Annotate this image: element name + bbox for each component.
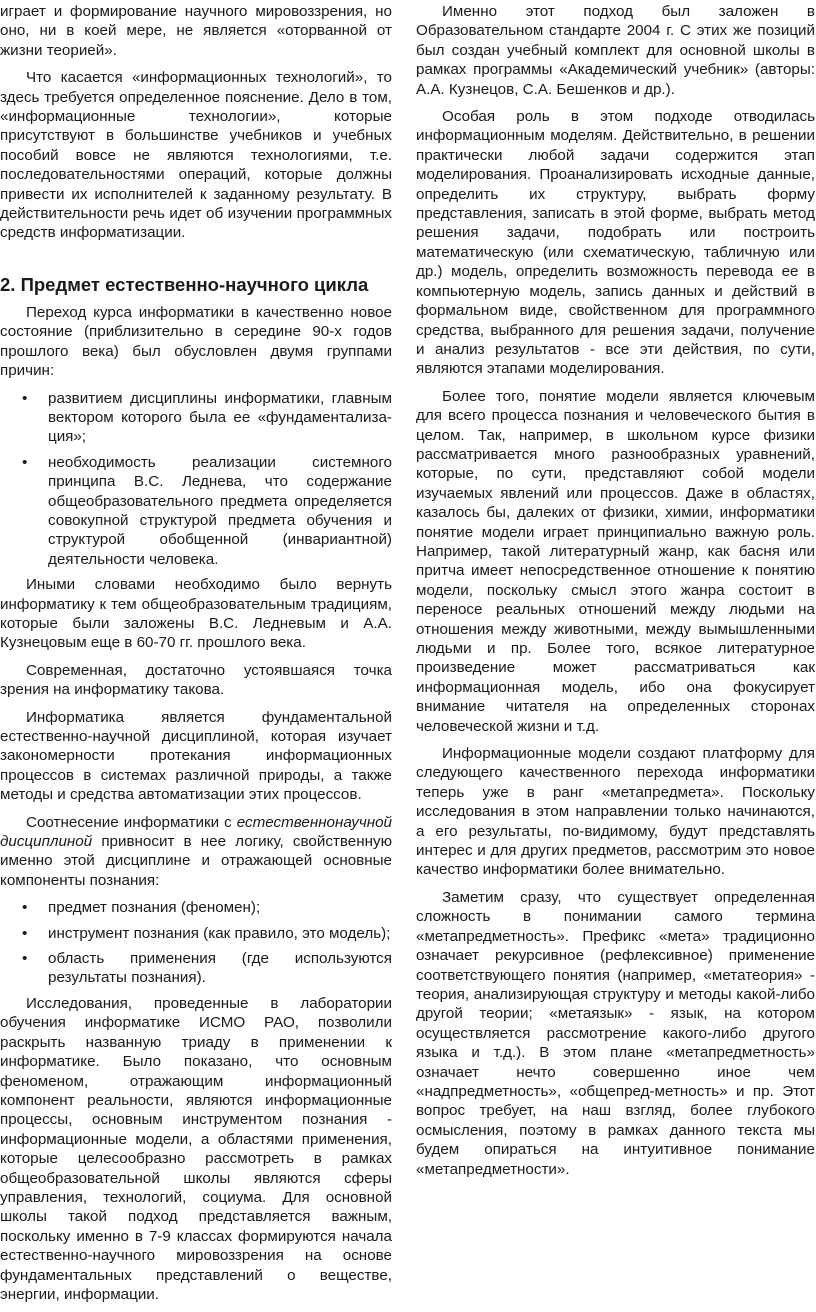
bullet-icon: • (22, 950, 28, 968)
list-item (0, 453, 392, 569)
list-item-text: область применения (где используются результаты познания). (48, 950, 392, 987)
list-item (0, 898, 392, 917)
list-item-text: необходимость реализации системного принципа В.С. Леднева, что содержание общеобразовательного предмета определяется совокупной структурой предмета обучения и структурой обобщенной (инвариантной) деятельности человека. (48, 453, 392, 568)
paragraph-intro-continued: играет и формирование научного мировоззрения, но оно, ни в коей мере, не является «оторванной от жизни теорией». (0, 3, 392, 59)
relation-emphasis: естественнонаучной дисциплиной (0, 813, 392, 851)
relation-text-before: Соотнесение информатики с (26, 813, 237, 831)
list-item (0, 924, 392, 943)
paragraph-metasubject-difficulty: Заметим сразу, что существует определенная сложность в понимании самого термина «метапредметность». Префикс «мета» традиционно означает рекурсивное (рефлексивное) применение соответствующего понятия (например, «метатеория» - теория, анализирующая структуру и методы какой-либо другой теории; «метаязык» - язык, на котором осуществляется рассмотрение какого-либо другого языка и т.д.). В этом плане «метапредметность» означает нечто совершенно иное чем «надпредметность», «общепред-метность» и пр. Этот вопрос требует, на наш взгляд, более глубокого осмысления, поэтому в рамках данного текста мы будем опираться на интуитивное понимание «метапредметности». (416, 888, 815, 1178)
right-column (416, 2, 815, 1187)
paragraph-relation (0, 813, 392, 891)
paragraph-platform: Информационные модели создают платформу для следующего качественного перехода информатики теперь уже в ранг «метапредмета». Поскольку исследования в этом направлении только начинаются, а его результаты, по-видимому, будут представлять интерес и для других предметов, рассмотрим это новое качество информатики более внимательно. (416, 745, 815, 879)
bullet-icon: • (22, 924, 28, 942)
list-item-text: предмет познания (феномен); (48, 899, 261, 917)
paragraph-information-models: Особая роль в этом подходе отводилась информационным моделям. Действительно, в решении практически любой задачи содержится этап моделирования. Проанализировать исходные данные, определить их структуру, выбрать форму представления, записать в этой форме, выбрать метод решения задачи, подобрать или построить математическую (или схематическую, табличную или др.) модель, определить возможность перевода ее в компьютерную модель, запись данных и действий в формальном виде, свойственном для программного средства, выбранного для решения задачи, получение и анализ результатов - все эти действия, по сути, являются этапами моделирования. (416, 108, 815, 378)
reasons-list (0, 389, 392, 570)
paragraph-model-key-concept: Более того, понятие модели является ключевым для всего процесса познания и человеческого бытия в целом. Так, например, в школьном курсе физики рассматривается много разнообразных уравнений, которые, по сути, представляют собой модели изучаемых явлений или процессов. Даже в областях, казалось бы, далеких от физики, химии, информатики понятие модели играет принципиально важную роль. Например, такой литературный жанр, как басня или притча имеет непосредственное отношение к понятию модели, поскольку смысл этого жанра состоит в переносе реальных отношений между людьми на отношения между животными, между вымышленными людьми и пр. Более того, всякое литературное произведение может рассматриваться как информационная модель, ибо она фокусирует внимание читателя на определенных сторонах человеческой жизни и т.д. (416, 387, 815, 735)
section-heading: 2. Предмет естественно-научного цикла (0, 273, 369, 295)
paragraph-information-technologies: Что касается «информационных технологий», то здесь требуется определенное пояснение. Дело в том, «информационные технологии», которые присутствуют в большинстве учебников и учебных пособий вовсе не являются технологиями, т.е. последовательностями операций, которые должны привести их исполнителей к заданному результату. В действительности речь идет об изучении программных средств информатизации. (0, 69, 392, 242)
paragraph-modern-view: Современная, достаточно устоявшаяся точка зрения на информатику такова. (0, 661, 392, 699)
list-item-text: инструмент познания (как правило, это модель); (48, 924, 391, 942)
bullet-icon: • (22, 389, 28, 407)
list-item-text: развитием дисциплины информатики, главным вектором которого была ее «фундаментализа-ция»; (48, 389, 392, 446)
left-column (0, 2, 392, 1312)
paragraph-research: Исследования, проведенные в лаборатории обучения информатике ИСМО РАО, позволили раскрыть названную триаду в применении к информатике. Было показано, что основным феноменом, отражающим информационный компонент реальности, являются информационные процессы, основным инструментом познания - информационные модели, а областями применения, которые целесообразно рассмотреть в рамках общеобразовательной школы являются сферы управления, технологий, социума. Для основной школы такой подход представляется важным, поскольку именно в 7-9 классах формируются начала естественно-научного мировоззрения на основе фундаментальных представлений о веществе, энергии, информации. (0, 994, 392, 1303)
paragraph-standard-approach: Именно этот подход был заложен в Образовательном стандарте 2004 г. С этих же позиций был создан учебный комплект для основной школы в рамках программы «Академический учебник» (авторы: А.А. Кузнецов, С.А. Бешенков и др.). (416, 3, 815, 98)
components-list (0, 898, 392, 988)
paragraph-informatics-definition: Информатика является фундаментальной естественно-научной дисциплиной, которая изучает закономерности протекания информационных процессов в системах различной природы, а также методы и средства автоматизации этих процессов. (0, 708, 392, 804)
list-item (0, 949, 392, 988)
relation-text-after: привносит в нее логику, свойственную именно этой дисциплине и отражающей основные компоненты познания: (0, 833, 392, 889)
paragraph-subject-transition: Переход курса информатики в качественно новое состояние (приблизительно в середине 90-х годов прошлого века) был обусловлен двумя группами причин: (0, 303, 392, 380)
paragraph-other-words: Иными словами необходимо было вернуть информатику к тем общеобразовательным традициям, которые были заложены В.С. Ледневым и А.А. Кузнецовым еще в 60-70 гг. прошлого века. (0, 576, 392, 652)
list-item (0, 389, 392, 447)
bullet-icon: • (22, 453, 28, 471)
bullet-icon: • (22, 899, 28, 917)
